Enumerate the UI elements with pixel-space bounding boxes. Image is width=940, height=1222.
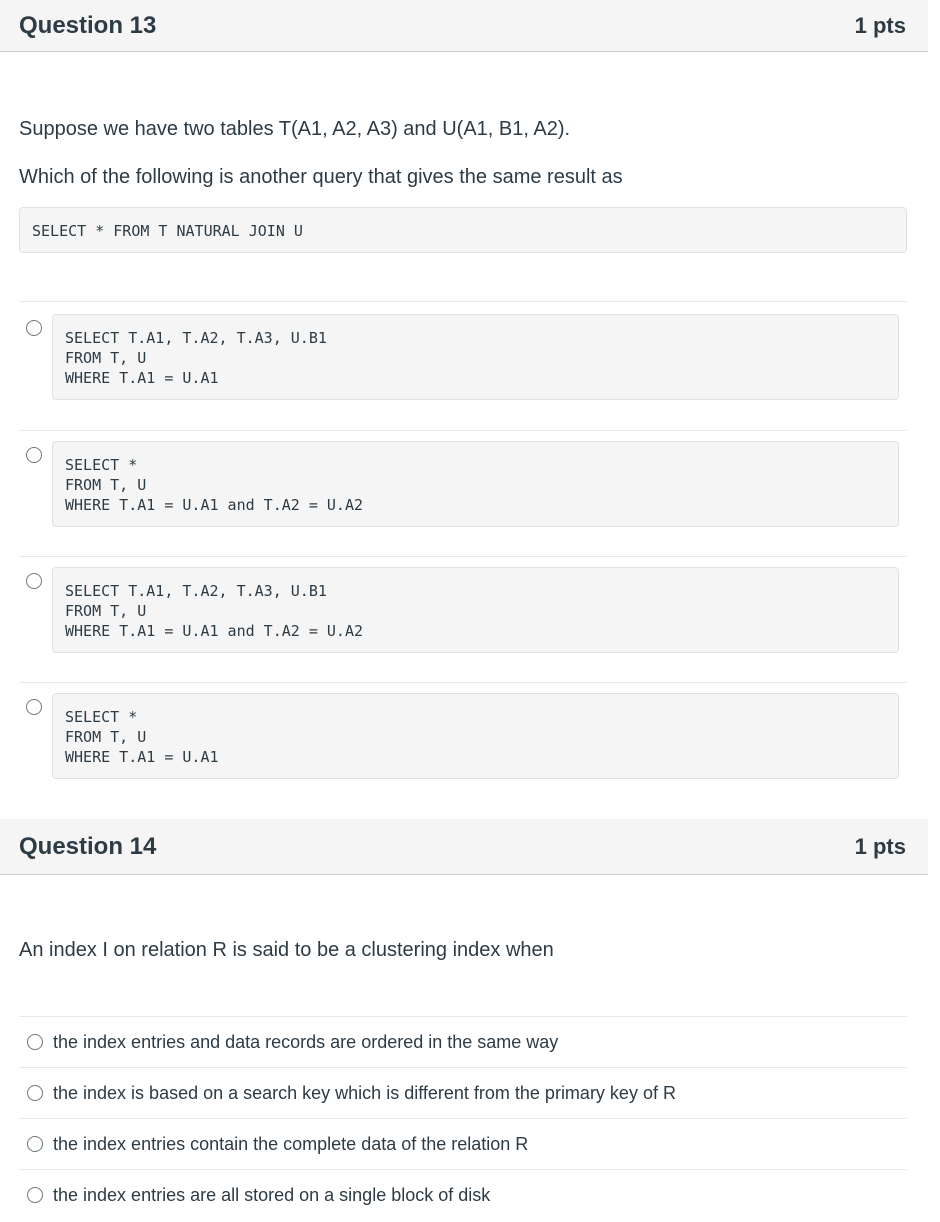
radio-button[interactable] xyxy=(27,1034,43,1050)
answer-option-3[interactable] xyxy=(0,567,928,653)
radio-button[interactable] xyxy=(26,320,42,336)
answer-option-1[interactable] xyxy=(0,1017,928,1067)
question-13-text-2: Which of the following is another query that gives the same result as xyxy=(19,166,623,188)
answer-label-1: the index entries and data records are ordered in the same way xyxy=(53,1031,559,1052)
question-14 xyxy=(0,819,928,1220)
question-14-title: Question 14 xyxy=(19,832,157,860)
answer-option-1[interactable] xyxy=(0,314,928,400)
answer-label-3: the index entries contain the complete data of the relation R xyxy=(53,1133,529,1154)
answer-option-2[interactable] xyxy=(0,441,928,527)
question-13-points: 1 pts xyxy=(854,12,906,38)
question-14-points: 1 pts xyxy=(854,833,906,859)
answer-code-4: SELECT * FROM T, U WHERE T.A1 = U.A1 xyxy=(52,693,899,779)
answer-option-4[interactable] xyxy=(0,693,928,779)
answer-label-2: the index is based on a search key which is different from the primary key of R xyxy=(53,1082,676,1103)
radio-button[interactable] xyxy=(26,447,42,463)
answer-code-3: SELECT T.A1, T.A2, T.A3, U.B1 FROM T, U WHERE T.A1 = U.A1 and T.A2 = U.A2 xyxy=(52,567,899,653)
radio-button[interactable] xyxy=(26,699,42,715)
question-13-header xyxy=(0,0,928,52)
question-13-title: Question 13 xyxy=(19,11,157,39)
question-14-text: An index I on relation R is said to be a clustering index when xyxy=(19,939,554,961)
question-13-text-1: Suppose we have two tables T(A1, A2, A3) and U(A1, B1, A2). xyxy=(19,118,571,140)
answer-code-2: SELECT * FROM T, U WHERE T.A1 = U.A1 and T.A2 = U.A2 xyxy=(52,441,899,527)
radio-button[interactable] xyxy=(27,1136,43,1152)
radio-button[interactable] xyxy=(27,1187,43,1203)
answer-label-4: the index entries are all stored on a single block of disk xyxy=(53,1184,491,1205)
answer-code-1: SELECT T.A1, T.A2, T.A3, U.B1 FROM T, U WHERE T.A1 = U.A1 xyxy=(52,314,899,400)
answer-option-3[interactable] xyxy=(0,1119,928,1169)
question-14-header xyxy=(0,819,928,875)
radio-button[interactable] xyxy=(27,1085,43,1101)
radio-button[interactable] xyxy=(26,573,42,589)
question-13-query: SELECT * FROM T NATURAL JOIN U xyxy=(19,207,907,253)
answer-option-4[interactable] xyxy=(0,1170,928,1220)
answer-option-2[interactable] xyxy=(0,1068,928,1118)
